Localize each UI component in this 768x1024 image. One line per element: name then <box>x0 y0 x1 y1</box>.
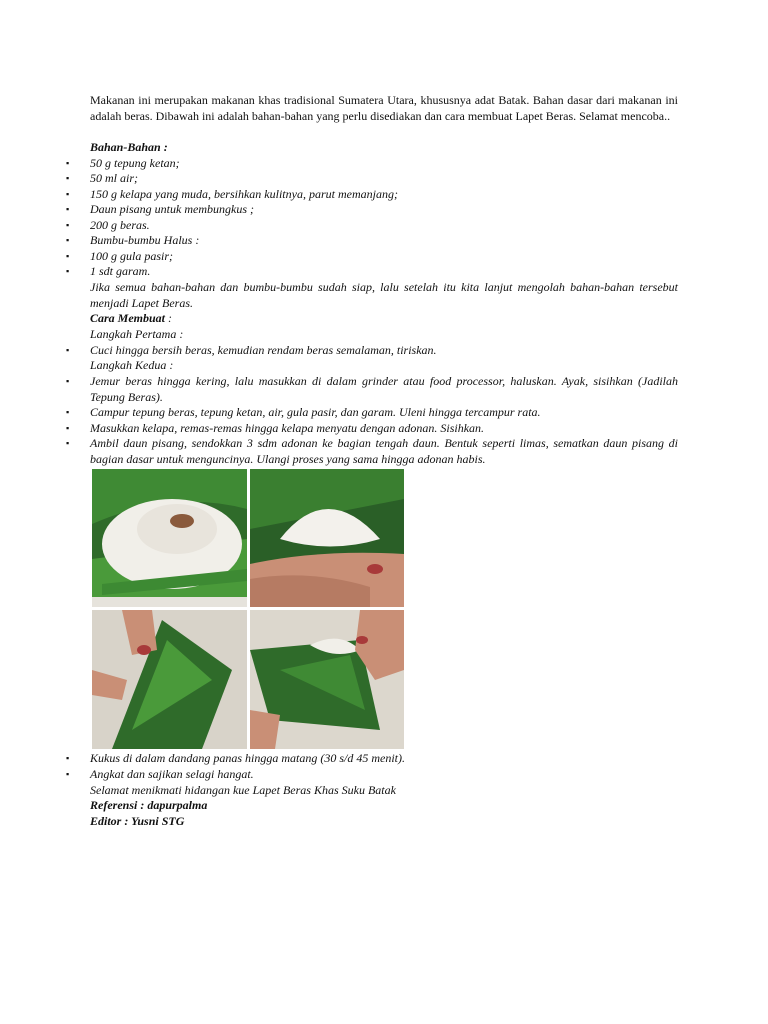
bullet-marker: ▪ <box>66 266 70 276</box>
bullet-marker: ▪ <box>66 158 70 168</box>
bullet-marker: ▪ <box>66 220 70 230</box>
photo-wrapping-leaf <box>250 610 404 749</box>
ingredient-item: 50 ml air; <box>90 171 138 185</box>
step-item: Cuci hingga bersih beras, kemudian rendam beras semalaman, tiriskan. <box>90 343 437 357</box>
bullet-marker: ▪ <box>66 753 70 763</box>
ingredient-item: 150 g kelapa yang muda, bersihkan kulitnya, parut memanjang; <box>90 187 398 201</box>
ingredient-item: 200 g beras. <box>90 218 150 232</box>
step-item: Jemur beras hingga kering, lalu masukkan di dalam grinder atau food processor, haluskan. Ayak, sisihkan (Jadilah Tepung Beras). <box>90 374 678 404</box>
bullet-marker: ▪ <box>66 423 70 433</box>
bullet-marker: ▪ <box>66 376 70 386</box>
final-step-item: Angkat dan sajikan selagi hangat. <box>90 767 254 781</box>
ingredient-item: Daun pisang untuk membungkus ; <box>90 202 254 216</box>
bullet-marker: ▪ <box>66 173 70 183</box>
method-heading-label: Cara Membuat <box>90 311 166 325</box>
bullet-marker: ▪ <box>66 204 70 214</box>
bullet-marker: ▪ <box>66 438 70 448</box>
method-heading <box>90 311 678 327</box>
ingredients-heading: Bahan-Bahan : <box>90 140 168 154</box>
transition-paragraph: Jika semua bahan-bahan dan bumbu-bumbu sudah siap, lalu setelah itu kita lanjut mengolah bahan-bahan tersebut menjadi Lapet Beras. <box>90 280 678 310</box>
method-heading-colon: : <box>165 311 173 325</box>
bullet-marker: ▪ <box>66 345 70 355</box>
photo-dough-on-leaf <box>92 469 247 607</box>
ingredient-item: Bumbu-bumbu Halus : <box>90 233 200 247</box>
photo-collage <box>92 469 404 749</box>
ingredient-item: 1 sdt garam. <box>90 264 151 278</box>
ingredient-item: 50 g tepung ketan; <box>90 156 180 170</box>
bullet-marker: ▪ <box>66 235 70 245</box>
editor-line: Editor : Yusni STG <box>90 814 185 828</box>
bullet-marker: ▪ <box>66 407 70 417</box>
step-item: Ambil daun pisang, sendokkan 3 sdm adonan ke bagian tengah daun. Bentuk seperti limas, sematkan daun pisang di bagian dasar untuk menguncinya. Ulangi proses yang sama hingga adonan habis. <box>90 436 678 466</box>
photo-folding-leaf <box>92 610 247 749</box>
bullet-marker: ▪ <box>66 251 70 261</box>
closing-line: Selamat menikmati hidangan kue Lapet Beras Khas Suku Batak <box>90 783 396 797</box>
step1-label: Langkah Pertama : <box>90 327 184 341</box>
bullet-marker: ▪ <box>66 769 70 779</box>
bullet-marker: ▪ <box>66 189 70 199</box>
photo-dough-shaped <box>250 469 404 607</box>
reference-line: Referensi : dapurpalma <box>90 798 208 812</box>
final-step-item: Kukus di dalam dandang panas hingga matang (30 s/d 45 menit). <box>90 751 405 765</box>
intro-paragraph: Makanan ini merupakan makanan khas tradisional Sumatera Utara, khususnya adat Batak. Bahan dasar dari makanan ini adalah beras. Dibawah ini adalah bahan-bahan yang perlu disediakan dan cara membuat Lapet Beras. Selamat mencoba.. <box>90 93 678 123</box>
step-item: Campur tepung beras, tepung ketan, air, gula pasir, dan garam. Uleni hingga tercampur rata. <box>90 405 541 419</box>
step-item: Masukkan kelapa, remas-remas hingga kelapa menyatu dengan adonan. Sisihkan. <box>90 421 485 435</box>
ingredient-item: 100 g gula pasir; <box>90 249 174 263</box>
step2-label: Langkah Kedua : <box>90 358 174 372</box>
